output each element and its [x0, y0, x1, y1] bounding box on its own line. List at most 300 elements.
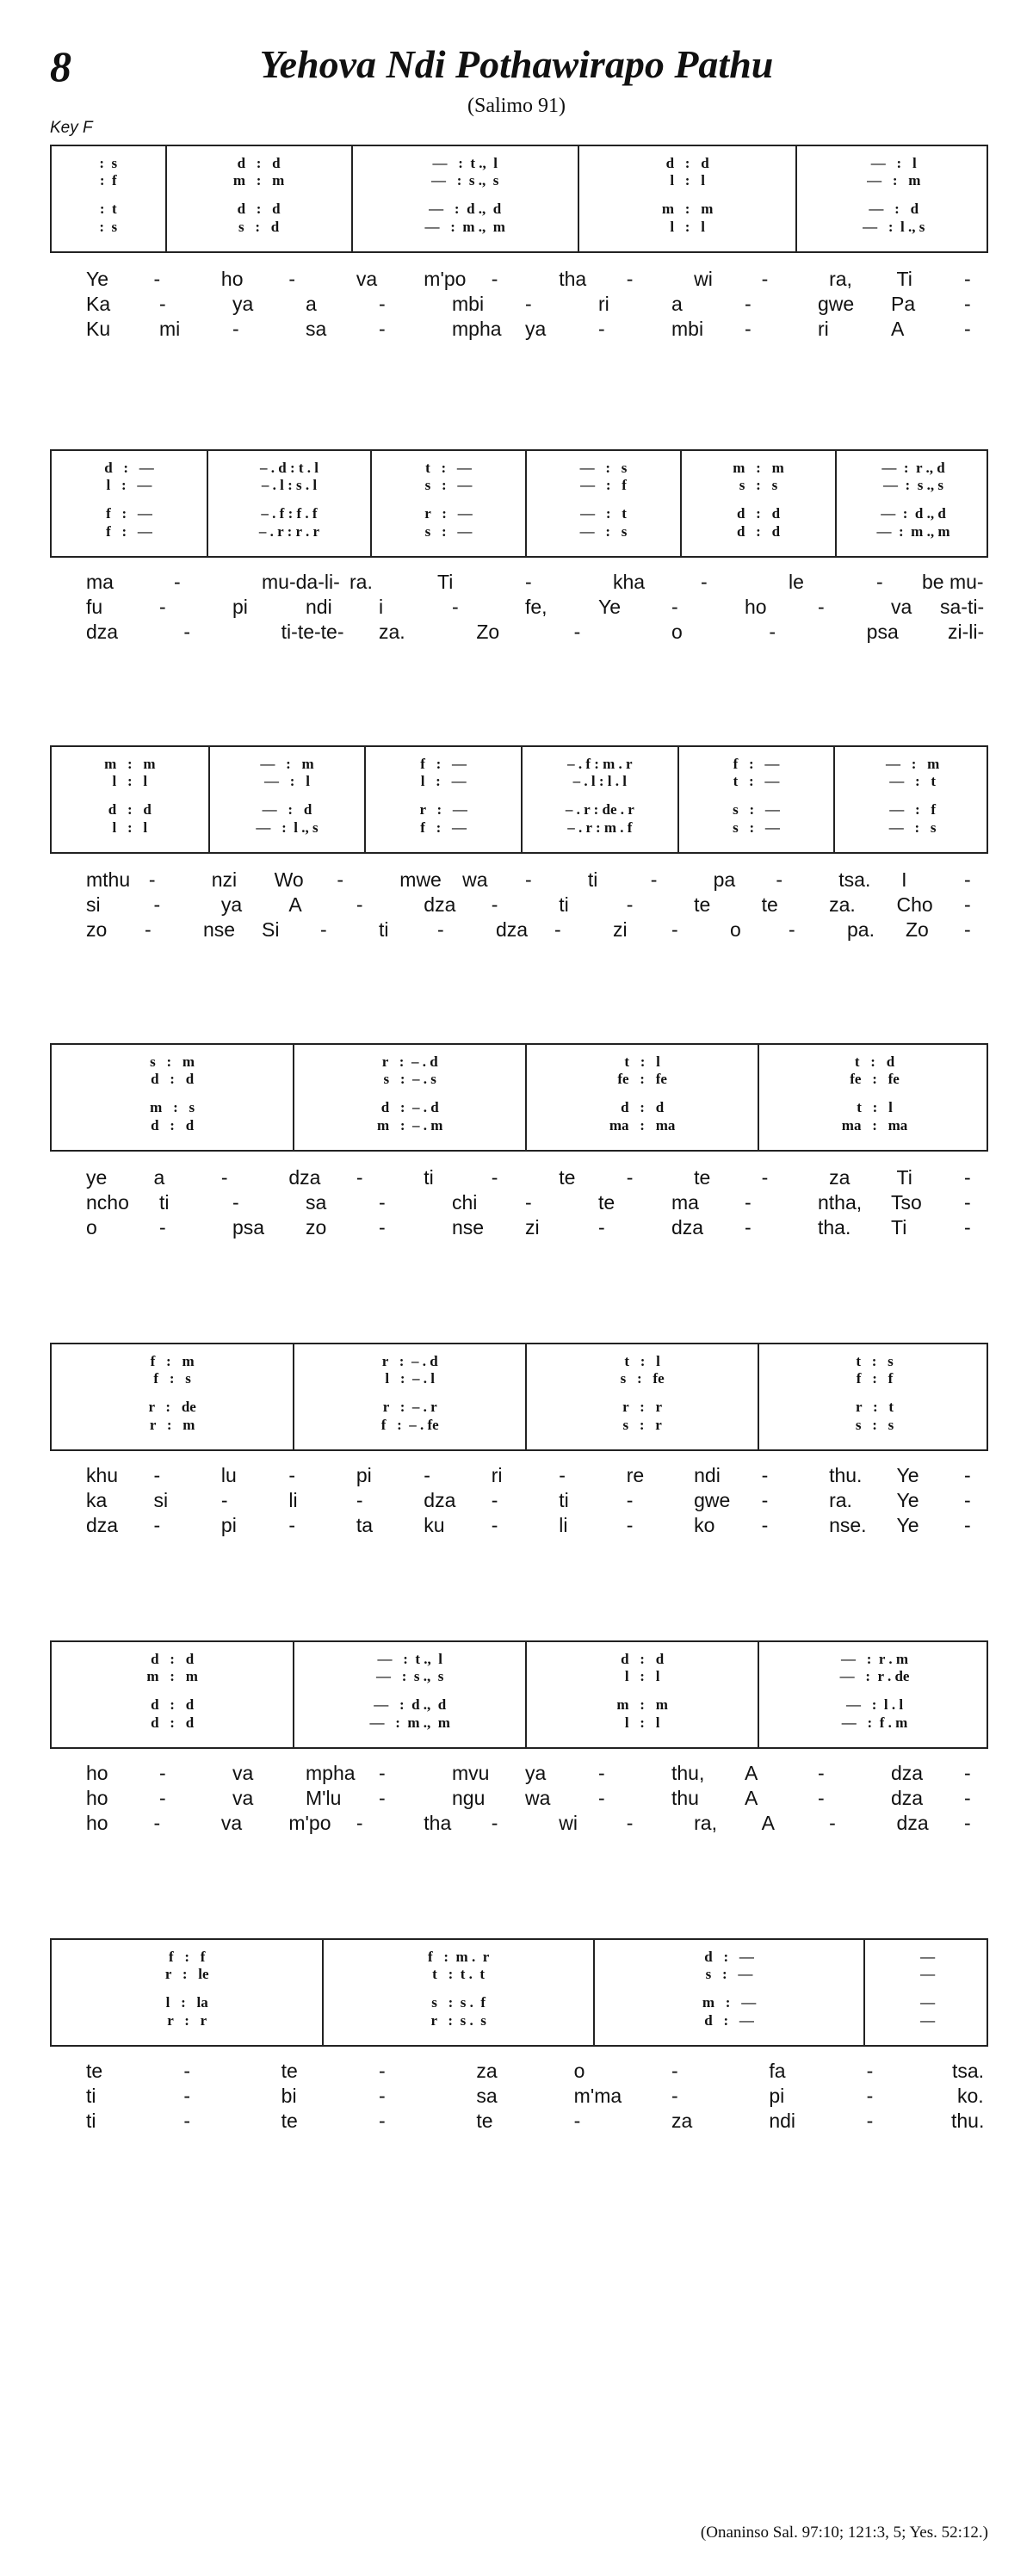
solfa-notes: – . r : de . r — [565, 801, 634, 818]
syllable-hyphen: - — [491, 1514, 498, 1536]
syllable-hyphen: - — [761, 268, 769, 290]
syllable-hyphen: - — [288, 268, 296, 290]
syllable-hyphen: - — [337, 868, 344, 891]
solfa-notes: r : le — [164, 1966, 209, 1982]
syllable-hyphen: - — [220, 1166, 228, 1189]
lyric-syllable: Pa — [891, 293, 916, 315]
lyric-syllable: nse — [203, 918, 236, 941]
lyric-syllable: ra. — [829, 1489, 852, 1511]
solfa-notes: s : — — [705, 1966, 753, 1982]
lyric-syllable: tsa. — [952, 2060, 985, 2082]
lyric-syllable: ho — [86, 1762, 108, 1784]
syllable-hyphen: - — [964, 318, 971, 340]
lyric-syllable: ta — [356, 1514, 374, 1536]
syllable-hyphen: - — [789, 918, 795, 941]
syllable-hyphen: - — [153, 1464, 161, 1486]
solfa-notes: d : d — [108, 801, 152, 818]
lyric-syllable: ti — [86, 2110, 96, 2132]
lyric-syllable: li — [288, 1489, 298, 1511]
lyric-syllable: tsa. — [838, 868, 871, 891]
solfa-notes: — : d ., d — [881, 505, 946, 522]
syllable-hyphen: - — [626, 1166, 634, 1189]
lyric-syllable: tha — [424, 1812, 452, 1834]
syllable-hyphen: - — [153, 893, 161, 916]
solfa-notes: d : — — [104, 460, 154, 476]
lyric-syllable: ma — [671, 1191, 699, 1214]
syllable-hyphen: - — [554, 918, 561, 941]
syllable-hyphen: - — [671, 918, 678, 941]
syllable-hyphen: - — [964, 893, 971, 916]
solfa-notes: r : — — [419, 801, 467, 818]
measure — [680, 451, 835, 556]
lyric-syllable: Ye — [896, 1464, 919, 1486]
measure — [521, 747, 677, 852]
measure — [351, 146, 578, 251]
measure — [758, 1642, 990, 1747]
measure — [795, 146, 990, 251]
solfa-notes: — : m — [885, 756, 940, 772]
lyric-syllable: m'po — [288, 1812, 331, 1834]
syllable-hyphen: - — [159, 293, 166, 315]
syllable-hyphen: - — [491, 893, 498, 916]
syllable-hyphen: - — [220, 1489, 228, 1511]
solfa-notes: r : r — [167, 2012, 207, 2029]
lyric-syllable: Ti — [896, 1166, 912, 1189]
solfa-notes: t : — — [733, 773, 780, 789]
lyric-syllable: a — [306, 293, 317, 315]
syllable-hyphen: - — [159, 596, 166, 618]
lyric-syllable: gwe — [694, 1489, 731, 1511]
solfa-notes: — : l — [264, 773, 310, 789]
lyric-syllable: chi — [452, 1191, 478, 1214]
syllable-hyphen: - — [964, 918, 971, 941]
footnote: (Onaninso Sal. 97:10; 121:3, 5; Yes. 52:12.) — [700, 2523, 988, 2542]
solfa-notes: r : s . s — [430, 2012, 486, 2029]
lyric-syllable: m'po — [424, 268, 467, 290]
solfa-notes: — : t ., l — [377, 1651, 442, 1667]
lyric-syllable: ho — [86, 1812, 108, 1834]
lyric-syllable: te — [281, 2060, 298, 2082]
syllable-hyphen: - — [491, 1812, 498, 1834]
solfa-notes: — : d — [262, 801, 312, 818]
lyric-verse-line — [50, 893, 988, 917]
syllable-hyphen: - — [573, 2110, 581, 2132]
solfa-notes: d : d — [237, 201, 281, 217]
syllable-hyphen: - — [866, 2085, 874, 2107]
solfa-notes: d : d — [665, 155, 709, 171]
lyric-syllable: za. — [379, 621, 405, 643]
lyric-verse-line — [50, 620, 988, 645]
syllable-hyphen: - — [183, 2060, 190, 2082]
syllable-hyphen: - — [356, 1812, 363, 1834]
syllable-hyphen: - — [598, 1787, 605, 1809]
syllable-hyphen: - — [491, 1166, 498, 1189]
syllable-hyphen: - — [818, 1762, 825, 1784]
solfa-notes: — : m — [260, 756, 314, 772]
lyrics-block — [50, 267, 988, 342]
solfa-notes: f : — — [733, 756, 780, 772]
lyric-syllable: nse — [452, 1216, 485, 1239]
solfa-notes: – . d : t . l — [260, 460, 319, 476]
syllable-hyphen: - — [745, 1216, 752, 1239]
lyric-syllable: tha — [559, 268, 587, 290]
solfa-notes: r : — — [424, 505, 473, 522]
lyric-syllable: pa — [713, 868, 736, 891]
solfa-notes: d : d — [151, 1714, 195, 1731]
syllable-hyphen: - — [866, 2110, 874, 2132]
lyric-verse-line — [50, 1786, 988, 1811]
lyric-verse-line — [50, 595, 988, 620]
lyric-syllable: dza — [896, 1812, 929, 1834]
lyric-syllable: zo — [306, 1216, 327, 1239]
lyric-syllable: ri — [818, 318, 829, 340]
syllable-hyphen: - — [288, 1514, 296, 1536]
lyric-verse-line — [50, 1811, 988, 1836]
syllable-hyphen: - — [964, 1762, 971, 1784]
lyric-syllable: ri — [491, 1464, 503, 1486]
lyric-syllable: pi — [356, 1464, 372, 1486]
solfa-notes: — : t — [889, 773, 937, 789]
lyric-syllable: wi — [559, 1812, 578, 1834]
lyric-syllable: va — [220, 1812, 243, 1834]
solfa-notes: — : s — [579, 523, 628, 540]
syllable-hyphen: - — [964, 1812, 971, 1834]
lyric-syllable: lu — [220, 1464, 237, 1486]
lyric-syllable: ri — [598, 293, 609, 315]
solfa-notes: f : — — [106, 523, 152, 540]
syllable-hyphen: - — [437, 918, 444, 941]
syllable-hyphen: - — [491, 268, 498, 290]
lyric-syllable: za — [829, 1166, 851, 1189]
solfa-notes: d : d — [151, 1696, 195, 1713]
syllable-hyphen: - — [379, 1787, 386, 1809]
lyric-syllable: si — [86, 893, 101, 916]
lyrics-block — [50, 1165, 988, 1240]
syllable-hyphen: - — [559, 1464, 566, 1486]
lyric-syllable: zo — [86, 918, 108, 941]
solfa-notes: — : f . m — [841, 1714, 908, 1731]
syllable-hyphen: - — [964, 1787, 971, 1809]
lyric-syllable: ka — [86, 1489, 108, 1511]
solfa-notes: — : t ., l — [432, 155, 498, 171]
syllable-hyphen: - — [650, 868, 658, 891]
solfa-notes: l : l — [670, 172, 705, 188]
solfa-notes: — : l ., s — [863, 219, 925, 235]
solfa-notes: d : d — [621, 1651, 665, 1667]
solfa-notes: — : s — [888, 819, 937, 836]
lyric-syllable: dza — [424, 893, 456, 916]
lyric-syllable: mpha — [452, 318, 502, 340]
lyric-verse-line — [50, 1761, 988, 1786]
syllable-hyphen: - — [626, 1812, 634, 1834]
lyric-syllable: Zo — [906, 918, 929, 941]
syllable-hyphen: - — [761, 1489, 769, 1511]
lyric-syllable: sa — [306, 1191, 327, 1214]
lyric-syllable: ra. — [349, 571, 373, 593]
syllable-hyphen: - — [159, 1762, 166, 1784]
syllable-hyphen: - — [866, 2060, 874, 2082]
lyric-syllable: zi — [525, 1216, 540, 1239]
solfa-notes: fe : fe — [850, 1071, 900, 1087]
solfa-notes: — : r ., d — [881, 460, 945, 476]
solfa-notes: f : s — [153, 1370, 191, 1387]
syllable-hyphen: - — [159, 1216, 166, 1239]
syllable-hyphen: - — [288, 1464, 296, 1486]
solfa-notes: — — [920, 1994, 936, 2011]
solfa-notes: — : r . de — [839, 1668, 910, 1684]
solfa-notes: — : m ., m — [876, 523, 950, 540]
solfa-notes: — : s ., s — [376, 1668, 444, 1684]
lyric-verse-line — [50, 317, 988, 342]
solfa-notes: d : d — [151, 1651, 195, 1667]
solfa-notes: d : — — [704, 2012, 754, 2029]
syllable-hyphen: - — [379, 1762, 386, 1784]
solfa-notes: – . r : r . r — [258, 523, 320, 540]
lyric-syllable: nzi — [211, 868, 238, 891]
lyric-syllable: M'lu — [306, 1787, 342, 1809]
solfa-notes: f : — — [420, 819, 467, 836]
syllable-hyphen: - — [153, 268, 161, 290]
solfa-notes: : s — [99, 155, 118, 171]
lyric-syllable: ti — [379, 918, 389, 941]
lyric-syllable: ti — [424, 1166, 434, 1189]
lyric-syllable: dza — [891, 1762, 924, 1784]
solfa-notes: ma : ma — [841, 1117, 908, 1134]
measure — [293, 1642, 525, 1747]
syllable-hyphen: - — [598, 1216, 605, 1239]
solfa-notes: m : s — [150, 1099, 195, 1115]
measure — [758, 1344, 990, 1449]
lyric-syllable: ra, — [829, 268, 852, 290]
syllable-hyphen: - — [379, 1191, 386, 1214]
measure — [833, 747, 990, 852]
syllable-hyphen: - — [964, 868, 971, 891]
page-title: Yehova Ndi Pothawirapo Pathu — [259, 42, 774, 86]
solfa-notes: — : t — [580, 505, 627, 522]
syllable-hyphen: - — [424, 1464, 430, 1486]
solfa-notes: s : fe — [620, 1370, 665, 1387]
syllable-hyphen: - — [964, 1166, 971, 1189]
tonic-solfa-stave — [50, 1938, 988, 2047]
syllable-hyphen: - — [745, 318, 752, 340]
lyric-verse-line — [50, 1488, 988, 1513]
lyric-syllable: ye — [86, 1166, 108, 1189]
solfa-notes: — : l . l — [845, 1696, 904, 1713]
lyrics-block — [50, 570, 988, 645]
lyric-syllable: mvu — [452, 1762, 490, 1784]
syllable-hyphen: - — [356, 893, 363, 916]
syllable-hyphen: - — [964, 1514, 971, 1536]
syllable-hyphen: - — [525, 868, 532, 891]
solfa-notes: f : m . r — [427, 1949, 490, 1965]
lyric-syllable: Ye — [896, 1514, 919, 1536]
solfa-notes: r : – . d — [381, 1353, 438, 1369]
solfa-notes: l : l — [624, 1714, 660, 1731]
solfa-notes: t : — — [425, 460, 472, 476]
lyric-syllable: Wo — [274, 868, 304, 891]
lyric-syllable: va — [891, 596, 912, 618]
lyric-syllable: A — [745, 1787, 758, 1809]
lyric-syllable: dza — [891, 1787, 924, 1809]
lyric-syllable: wa — [462, 868, 488, 891]
measure — [525, 451, 680, 556]
measure — [52, 146, 165, 251]
lyric-syllable: ra, — [694, 1812, 717, 1834]
lyrics-block — [50, 2059, 988, 2134]
lyrics-block — [50, 1761, 988, 1836]
solfa-notes: m : m — [146, 1668, 198, 1684]
syllable-hyphen: - — [626, 1489, 634, 1511]
solfa-notes: l : l — [670, 219, 705, 235]
lyric-syllable: A — [288, 893, 302, 916]
lyric-verse-line — [50, 2084, 988, 2109]
solfa-notes: m : m — [104, 756, 156, 772]
lyric-syllable: thu — [671, 1787, 699, 1809]
lyric-syllable: si — [153, 1489, 169, 1511]
measure — [578, 146, 796, 251]
lyric-verse-line — [50, 1463, 988, 1488]
lyric-syllable: mpha — [306, 1762, 356, 1784]
syllable-hyphen: - — [671, 2085, 678, 2107]
lyric-syllable: za — [671, 2110, 693, 2132]
solfa-notes: l : l — [112, 773, 148, 789]
solfa-notes: d : d — [621, 1099, 665, 1115]
lyric-syllable: Ka — [86, 293, 111, 315]
solfa-notes: m : — — [702, 1994, 757, 2011]
lyric-syllable: Ku — [86, 318, 111, 340]
syllable-hyphen: - — [525, 1191, 532, 1214]
syllable-hyphen: - — [626, 893, 634, 916]
lyric-syllable: ma — [86, 571, 114, 593]
lyric-syllable: Ti — [896, 268, 912, 290]
lyric-syllable: ndi — [306, 596, 332, 618]
solfa-notes: l : – . l — [385, 1370, 436, 1387]
measure — [758, 1045, 990, 1150]
syllable-hyphen: - — [320, 918, 327, 941]
tonic-solfa-stave — [50, 145, 988, 253]
measure — [863, 1940, 990, 2045]
lyric-syllable: dza — [671, 1216, 704, 1239]
solfa-notes: m : m — [661, 201, 714, 217]
lyric-syllable: thu. — [829, 1464, 863, 1486]
lyric-syllable: ngu — [452, 1787, 486, 1809]
solfa-notes: : s — [99, 219, 118, 235]
solfa-notes: : t — [99, 201, 117, 217]
lyric-syllable: o — [730, 918, 741, 941]
lyric-syllable: le — [789, 571, 804, 593]
lyric-syllable: mu-da-li- — [262, 571, 340, 593]
syllable-hyphen: - — [174, 571, 181, 593]
syllable-hyphen: - — [818, 1787, 825, 1809]
syllable-hyphen: - — [598, 1762, 605, 1784]
syllable-hyphen: - — [964, 1191, 971, 1214]
lyric-syllable: te — [476, 2110, 493, 2132]
lyric-syllable: va — [356, 268, 378, 290]
lyric-syllable: ko — [694, 1514, 715, 1536]
syllable-hyphen: - — [964, 268, 971, 290]
syllable-hyphen: - — [598, 318, 605, 340]
lyric-syllable: ti — [159, 1191, 170, 1214]
measure — [52, 1045, 293, 1150]
solfa-notes: t : l — [624, 1053, 660, 1070]
measure — [593, 1940, 863, 2045]
tonic-solfa-stave — [50, 1640, 988, 1749]
lyric-syllable: ntha, — [818, 1191, 863, 1214]
syllable-hyphen: - — [232, 1191, 239, 1214]
syllable-hyphen: - — [876, 571, 883, 593]
solfa-notes: s : — — [424, 477, 473, 493]
lyric-syllable: Si — [262, 918, 280, 941]
syllable-hyphen: - — [153, 1812, 161, 1834]
solfa-notes: s : — — [733, 801, 780, 818]
solfa-notes: — : s ., s — [431, 172, 499, 188]
lyric-syllable: Zo — [476, 621, 500, 643]
lyric-syllable: psa — [232, 1216, 265, 1239]
lyric-syllable: ndi — [769, 2110, 796, 2132]
lyric-syllable: tha. — [818, 1216, 851, 1239]
measure — [207, 451, 370, 556]
syllable-hyphen: - — [232, 318, 239, 340]
syllable-hyphen: - — [964, 293, 971, 315]
lyric-syllable: ya — [220, 893, 243, 916]
lyric-syllable: sa-ti- — [940, 596, 985, 618]
solfa-notes: s : m — [150, 1053, 195, 1070]
syllable-hyphen: - — [818, 596, 825, 618]
solfa-notes: – . l : s . l — [261, 477, 318, 493]
lyric-verse-line — [50, 267, 988, 292]
measure — [293, 1045, 525, 1150]
syllable-hyphen: - — [745, 1191, 752, 1214]
syllable-hyphen: - — [183, 2085, 190, 2107]
solfa-notes: — : r . m — [841, 1651, 909, 1667]
lyric-syllable: ti — [559, 893, 569, 916]
syllable-hyphen: - — [745, 293, 752, 315]
solfa-notes: r : m — [149, 1417, 195, 1433]
lyric-syllable: Ye — [598, 596, 622, 618]
lyric-syllable: re — [626, 1464, 645, 1486]
lyric-syllable: A — [745, 1762, 758, 1784]
lyric-syllable: i — [379, 596, 384, 618]
solfa-notes: d : – . d — [380, 1099, 439, 1115]
lyric-syllable: dza — [86, 621, 119, 643]
syllable-hyphen: - — [761, 1166, 769, 1189]
solfa-notes: l : l — [112, 819, 148, 836]
lyric-syllable: bi — [281, 2085, 297, 2107]
measure — [525, 1344, 758, 1449]
lyrics-block — [50, 868, 988, 942]
measure — [165, 146, 351, 251]
solfa-notes: f : — — [420, 756, 467, 772]
tonic-solfa-stave — [50, 1043, 988, 1152]
lyric-syllable: te — [281, 2110, 298, 2132]
lyric-syllable: Ti — [891, 1216, 907, 1239]
lyric-syllable: ti — [559, 1489, 569, 1511]
measure — [364, 747, 521, 852]
syllable-hyphen: - — [701, 571, 708, 593]
solfa-notes: – . r : m . f — [567, 819, 633, 836]
solfa-notes: t : s — [856, 1353, 894, 1369]
solfa-notes: — : m ., m — [424, 219, 505, 235]
lyric-verse-line — [50, 917, 988, 942]
lyric-syllable: Ye — [896, 1489, 919, 1511]
syllable-hyphen: - — [356, 1166, 363, 1189]
solfa-notes: : f — [99, 172, 117, 188]
solfa-notes: t : l — [857, 1099, 893, 1115]
lyric-syllable: A — [891, 318, 905, 340]
lyric-verse-line — [50, 2059, 988, 2084]
lyric-syllable: ku — [424, 1514, 445, 1536]
syllable-hyphen: - — [491, 1489, 498, 1511]
